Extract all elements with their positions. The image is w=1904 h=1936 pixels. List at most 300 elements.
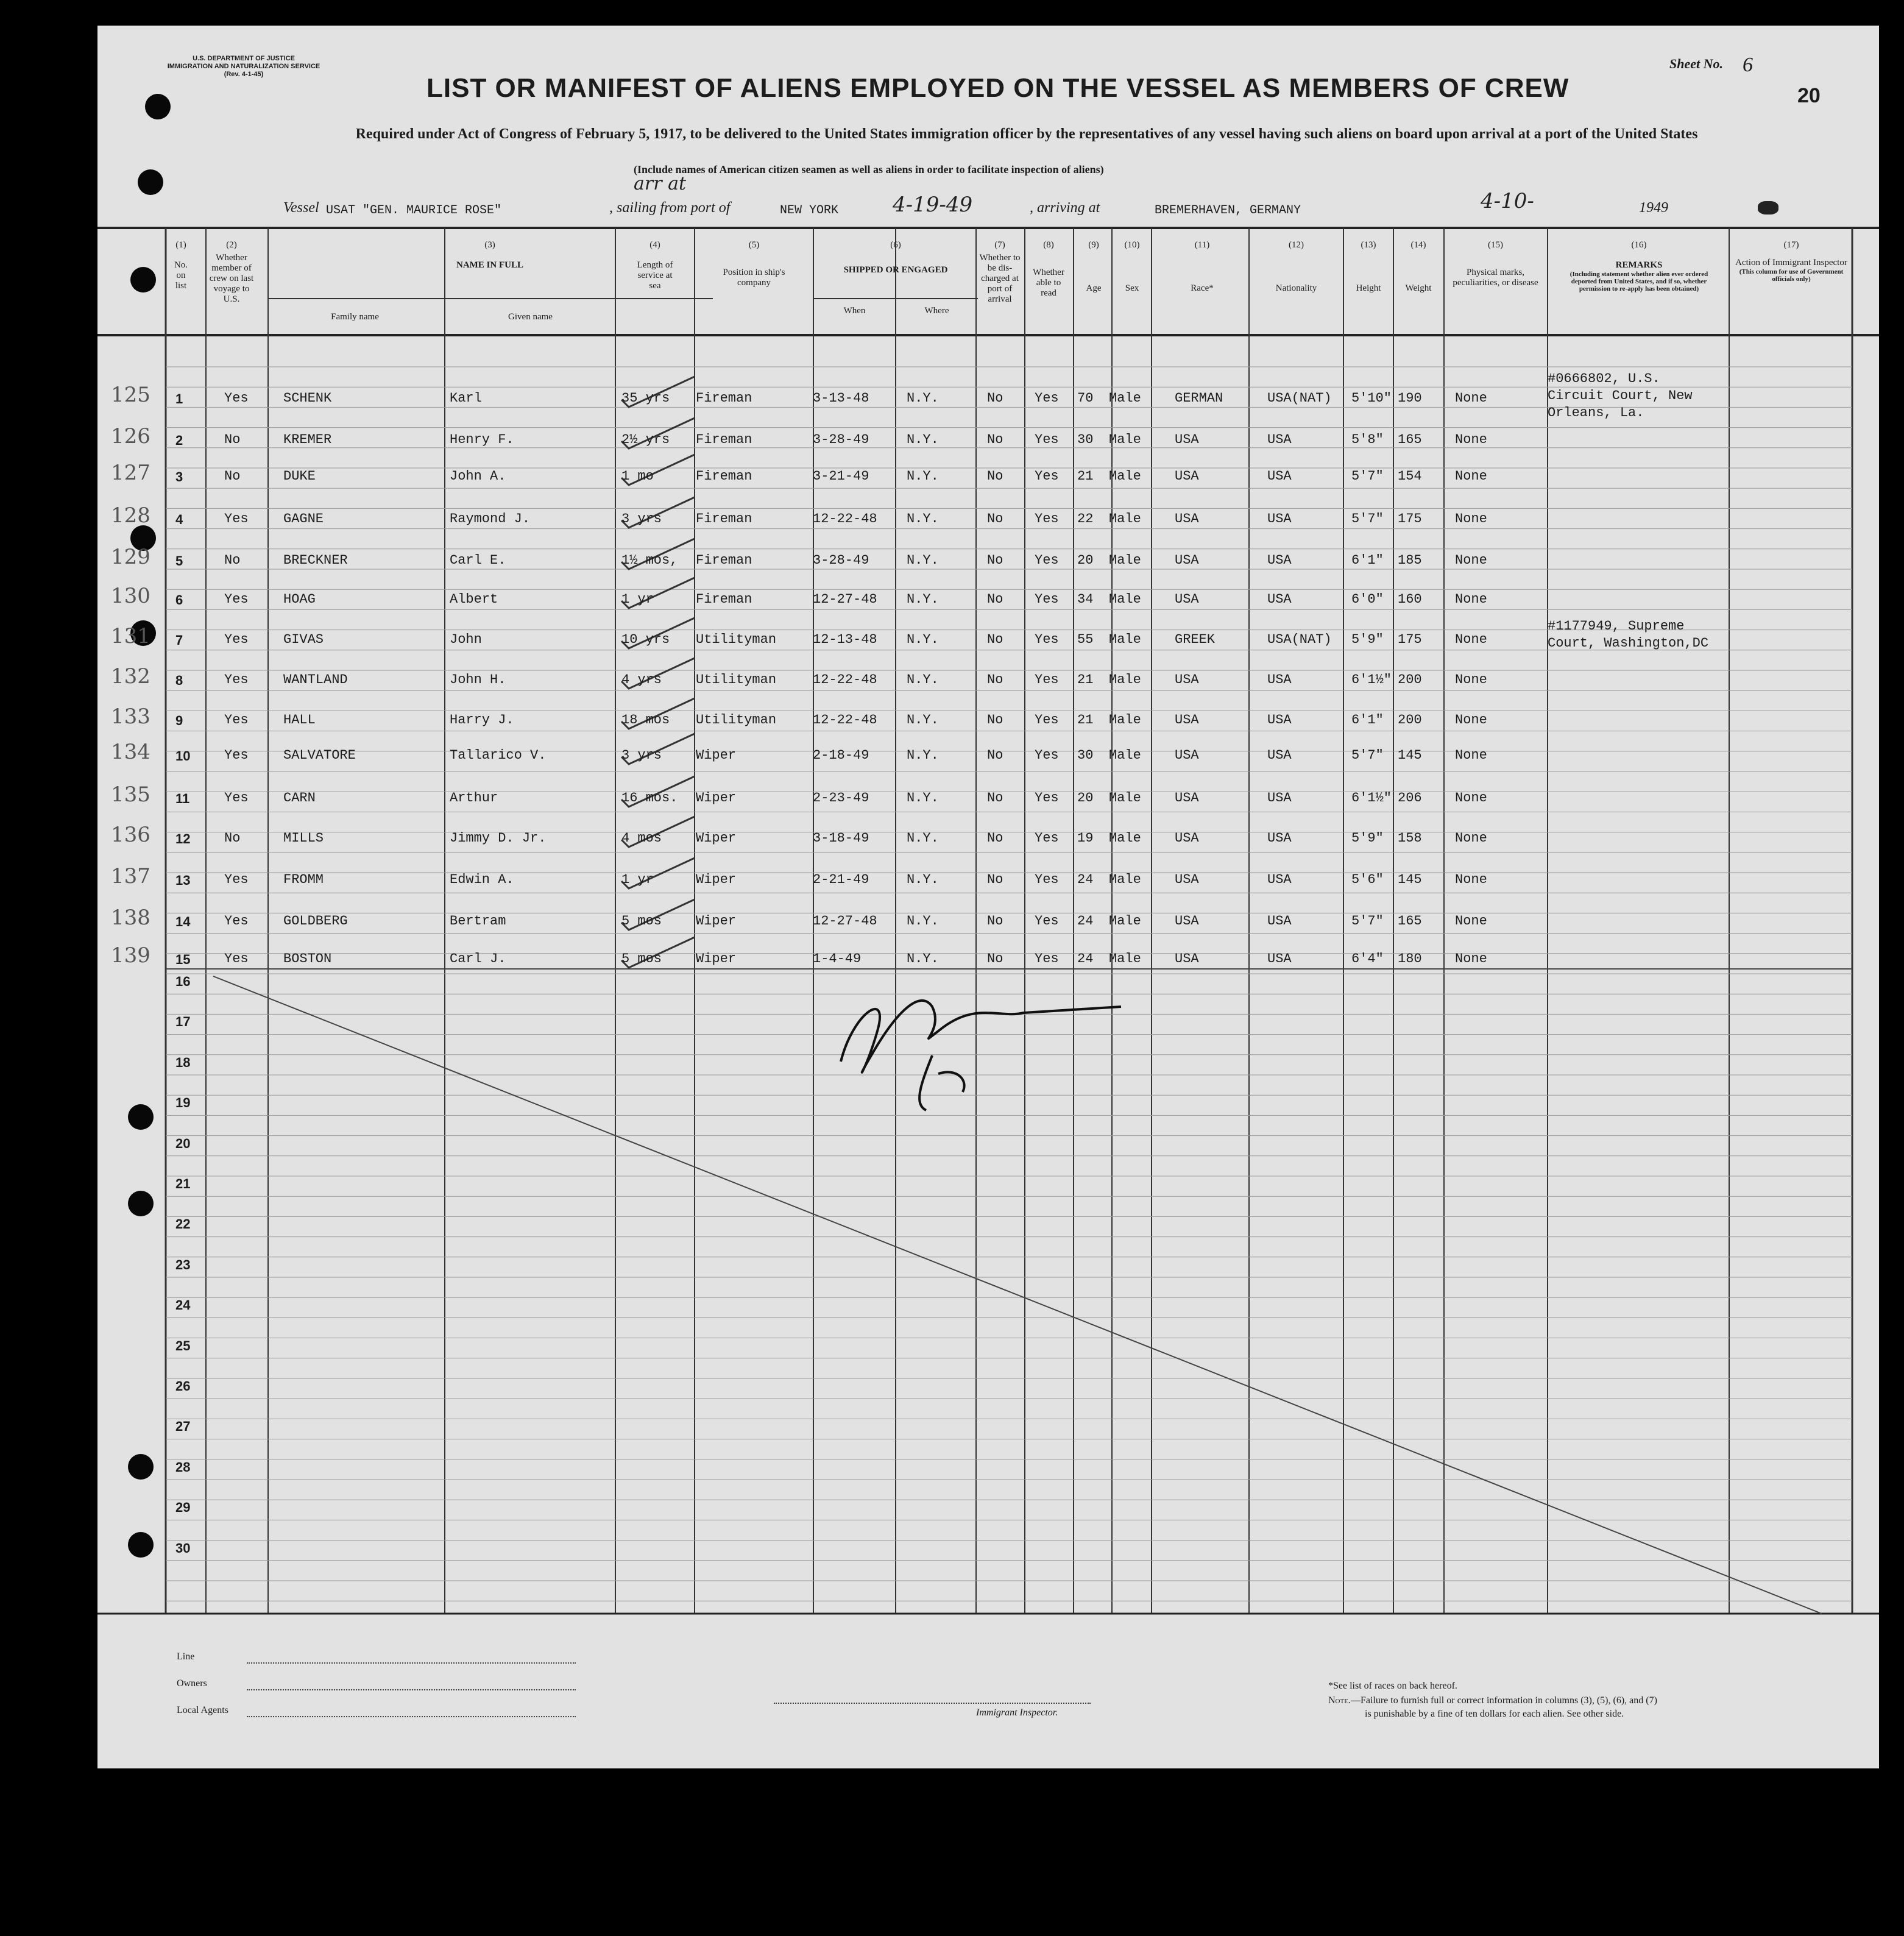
cell-remarks: Circuit Court, New (1548, 388, 1693, 403)
stamp-number: 130 (111, 584, 150, 608)
col9-header (1075, 240, 1112, 294)
cell-no: 12 (175, 831, 191, 846)
cell-height: 5'7" (1351, 511, 1384, 527)
cell-when: 3-28-49 (813, 553, 869, 568)
cell-height: 6'4" (1351, 951, 1384, 966)
cell-last: Yes (224, 511, 249, 527)
cell-sex: Male (1109, 790, 1141, 806)
cell-position: Wiper (696, 872, 737, 887)
cell-disch: No (987, 748, 1003, 763)
cell-disch: No (987, 951, 1003, 966)
col-number: (8) (1043, 240, 1054, 250)
cell-last: Yes (224, 748, 249, 763)
dept-line: U.S. DEPARTMENT OF JUSTICE (193, 55, 295, 62)
cell-last: Yes (224, 391, 249, 406)
cell-race: USA (1175, 872, 1199, 887)
punch-hole (130, 267, 156, 293)
ink-blot (1758, 201, 1778, 215)
sailing-label: , sailing from port of (609, 200, 731, 216)
col-label: NAME IN FULL (456, 260, 523, 270)
cell-no: 5 (175, 553, 183, 569)
cell-where: N.Y. (907, 672, 939, 687)
cell-height: 5'7" (1351, 748, 1384, 763)
cell-weight: 158 (1398, 831, 1422, 846)
cell-read: Yes (1035, 872, 1059, 887)
cell-position: Utilityman (696, 672, 777, 687)
cell-family: GAGNE (283, 511, 324, 527)
col-label: REMARKS (1615, 260, 1663, 270)
cell-when: 12-22-48 (813, 672, 877, 687)
cell-family: CARN (283, 790, 316, 806)
cell-where: N.Y. (907, 391, 939, 406)
vessel-line (97, 173, 1879, 222)
cell-position: Wiper (696, 831, 737, 846)
cell-position: Wiper (696, 790, 737, 806)
col-number: (16) (1631, 240, 1647, 250)
cell-race: USA (1175, 712, 1199, 728)
sailing-port: NEW YORK (780, 204, 839, 218)
cell-sex: Male (1109, 672, 1141, 687)
cell-read: Yes (1035, 511, 1059, 527)
cell-weight: 165 (1398, 432, 1422, 447)
col-sub-label: (Including statement whether alien ever ordered deported from United States, and if so, whether permission to re-apply has been obtained) (1570, 271, 1708, 293)
cell-marks: None (1455, 913, 1487, 929)
cell-service: 1 yr (621, 592, 654, 607)
cell-where: N.Y. (907, 872, 939, 887)
cell-age: 55 (1077, 632, 1094, 647)
cell-no: 9 (175, 713, 183, 728)
footer-rule (247, 1716, 576, 1717)
cell-marks: None (1455, 790, 1487, 806)
col15-header (1445, 240, 1546, 288)
sheet-number-value: 6 (1743, 54, 1753, 76)
col-number: (9) (1088, 240, 1099, 250)
col1-header (171, 240, 191, 291)
cell-age: 21 (1077, 469, 1094, 484)
cell-nat: USA (1267, 831, 1292, 846)
cell-read: Yes (1035, 913, 1059, 929)
cell-when: 1-4-49 (813, 951, 862, 966)
cell-nat: USA (1267, 672, 1292, 687)
signature-stroke (841, 1001, 1121, 1073)
cell-service: 3 yrs (621, 748, 662, 763)
cell-last: No (224, 469, 241, 484)
cell-given: Karl (450, 391, 482, 406)
handwritten-note: arr at (634, 173, 687, 194)
cell-height: 6'1½" (1351, 672, 1392, 687)
col-label: Age (1086, 283, 1102, 293)
cell-marks: None (1455, 553, 1487, 568)
cell-position: Wiper (696, 951, 737, 966)
stamp-number: 139 (111, 943, 150, 968)
cell-race: USA (1175, 432, 1199, 447)
cell-disch: No (987, 391, 1003, 406)
inspector-rule (774, 1703, 1091, 1704)
cell-disch: No (987, 511, 1003, 527)
cell-disch: No (987, 790, 1003, 806)
cell-nat: USA (1267, 790, 1292, 806)
cell-family: DUKE (283, 469, 316, 484)
cell-height: 5'7" (1351, 469, 1384, 484)
cell-given: Jimmy D. Jr. (450, 831, 547, 846)
cell-race: USA (1175, 553, 1199, 568)
empty-row-number: 21 (175, 1176, 191, 1191)
cell-family: WANTLAND (283, 672, 348, 687)
cell-nat: USA(NAT) (1267, 391, 1332, 406)
punch-hole (128, 1191, 154, 1216)
cell-disch: No (987, 432, 1003, 447)
stamp-number: 136 (111, 823, 150, 847)
cell-read: Yes (1035, 790, 1059, 806)
arriving-label: , arriving at (1030, 200, 1100, 216)
cell-remarks: Orleans, La. (1548, 405, 1644, 420)
cell-when: 12-27-48 (813, 913, 877, 929)
cell-position: Fireman (696, 592, 752, 607)
col-number: (14) (1410, 240, 1426, 250)
empty-row-number: 29 (175, 1500, 191, 1516)
cell-given: John (450, 632, 482, 647)
empty-row-number: 19 (175, 1095, 191, 1111)
cell-family: GIVAS (283, 632, 324, 647)
cell-last: Yes (224, 592, 249, 607)
empty-row-number: 23 (175, 1257, 191, 1272)
cell-height: 5'6" (1351, 872, 1384, 887)
cell-when: 2-23-49 (813, 790, 869, 806)
col8-header (1025, 240, 1072, 299)
stamp-number: 134 (111, 740, 150, 764)
col-label: Whether to be dis-charged at port of arrival (979, 253, 1021, 304)
cell-disch: No (987, 712, 1003, 728)
cell-disch: No (987, 469, 1003, 484)
cell-nat: USA (1267, 748, 1292, 763)
cell-sex: Male (1109, 469, 1141, 484)
punch-hole (128, 1104, 154, 1130)
cell-last: Yes (224, 790, 249, 806)
col-number: (12) (1289, 240, 1304, 250)
cell-race: GERMAN (1175, 391, 1223, 406)
cell-age: 19 (1077, 831, 1094, 846)
cell-given: Raymond J. (450, 511, 531, 527)
cell-position: Fireman (696, 553, 752, 568)
cell-weight: 145 (1398, 872, 1422, 887)
cell-weight: 145 (1398, 748, 1422, 763)
cell-no: 14 (175, 914, 191, 929)
cell-given: Carl E. (450, 553, 506, 568)
cell-marks: None (1455, 672, 1487, 687)
cell-age: 20 (1077, 553, 1094, 568)
cell-sex: Male (1109, 391, 1141, 406)
cell-weight: 200 (1398, 712, 1422, 728)
stamp-number: 135 (111, 782, 150, 807)
cell-when: 12-27-48 (813, 592, 877, 607)
handwritten-sailing-date: 4-19-49 (893, 193, 973, 217)
cell-race: USA (1175, 951, 1199, 966)
where-header: Where (924, 306, 949, 316)
cell-family: FROMM (283, 872, 324, 887)
col-number: (15) (1488, 240, 1503, 250)
footer-agents-label: Local Agents (177, 1705, 228, 1715)
cell-no: 11 (175, 791, 190, 806)
cell-weight: 165 (1398, 913, 1422, 929)
footer-rule (247, 1689, 576, 1690)
col-sub-label: (This column for use of Government officials only) (1739, 268, 1844, 283)
cell-no: 10 (175, 748, 191, 764)
col-label: Nationality (1275, 283, 1317, 293)
cell-when: 2-18-49 (813, 748, 869, 763)
col-number: (1) (175, 240, 186, 250)
cell-last: Yes (224, 632, 249, 647)
cell-sex: Male (1109, 712, 1141, 728)
cell-family: SCHENK (283, 391, 332, 406)
col-number: (5) (748, 240, 760, 250)
empty-row-number: 22 (175, 1216, 191, 1232)
empty-row-number: 28 (175, 1459, 191, 1475)
col4-header (615, 240, 695, 291)
cell-read: Yes (1035, 951, 1059, 966)
cell-age: 24 (1077, 913, 1094, 929)
cell-sex: Male (1109, 951, 1141, 966)
signature-stroke (919, 1055, 964, 1110)
note-label: Note. (1328, 1695, 1351, 1706)
cell-race: GREEK (1175, 632, 1216, 647)
cell-where: N.Y. (907, 748, 939, 763)
cell-weight: 154 (1398, 469, 1422, 484)
empty-row-number: 17 (175, 1014, 191, 1030)
cell-last: No (224, 831, 241, 846)
stamp-number: 126 (111, 424, 150, 449)
empty-row-number: 18 (175, 1054, 191, 1070)
cell-given: Henry F. (450, 432, 514, 447)
cell-family: BOSTON (283, 951, 332, 966)
sheet-number-label: Sheet No. (1669, 56, 1723, 71)
stamp-number: 132 (111, 664, 150, 689)
col-label: Weight (1405, 283, 1432, 293)
cell-service: 1 yr (621, 872, 654, 887)
col-label: Whether able to read (1033, 268, 1064, 298)
punch-hole (145, 94, 171, 119)
year: 1949 (1639, 200, 1668, 216)
requirement-text: Required under Act of Congress of February 5, 1917, to be delivered to the United States immigration officer by the representatives of any vessel having such aliens on board upon arrival at a port of the United States (355, 126, 1698, 142)
footer-line-label: Line (177, 1651, 195, 1662)
cell-age: 24 (1077, 872, 1094, 887)
cell-service: 5 mos (621, 913, 662, 929)
cell-read: Yes (1035, 712, 1059, 728)
cell-last: Yes (224, 913, 249, 929)
empty-row-number: 20 (175, 1135, 191, 1151)
col-number: (10) (1124, 240, 1140, 250)
cell-remarks: #1177949, Supreme (1548, 619, 1685, 634)
cell-given: Harry J. (450, 712, 514, 728)
cell-marks: None (1455, 592, 1487, 607)
col14-header (1393, 240, 1443, 294)
cell-sex: Male (1109, 553, 1141, 568)
cell-weight: 175 (1398, 511, 1422, 527)
col7-header (976, 240, 1024, 305)
cell-service: 1 mo (621, 469, 654, 484)
cell-given: Carl J. (450, 951, 506, 966)
col-number: (2) (226, 240, 237, 250)
cell-service: 3 yrs (621, 511, 662, 527)
cell-weight: 200 (1398, 672, 1422, 687)
cell-family: HALL (283, 712, 316, 728)
cell-height: 6'0" (1351, 592, 1384, 607)
page-number: 20 (1797, 84, 1821, 107)
manifest-sheet (97, 26, 1879, 1768)
cell-nat: USA (1267, 432, 1292, 447)
cell-when: 3-13-48 (813, 391, 869, 406)
stamp-number: 128 (111, 503, 150, 528)
cell-height: 6'1" (1351, 712, 1384, 728)
stamp-number: 131 (111, 624, 150, 648)
cell-given: John A. (450, 469, 506, 484)
cell-race: USA (1175, 511, 1199, 527)
cell-where: N.Y. (907, 913, 939, 929)
cell-sex: Male (1109, 913, 1141, 929)
cell-height: 5'10" (1351, 391, 1392, 406)
cell-where: N.Y. (907, 951, 939, 966)
col-number: (7) (994, 240, 1005, 250)
inspector-label: Immigrant Inspector. (976, 1707, 1058, 1718)
cell-sex: Male (1109, 831, 1141, 846)
dept-line: (Rev. 4-1-45) (224, 71, 264, 78)
given-name-header: Given name (508, 312, 553, 322)
fine-note-continued: is punishable by a fine of ten dollars for each alien. See other side. (1365, 1709, 1624, 1719)
cell-age: 24 (1077, 951, 1094, 966)
col-label: Height (1356, 283, 1381, 293)
col-number: (3) (484, 240, 495, 250)
cell-no: 3 (175, 469, 183, 484)
family-name-header: Family name (331, 312, 379, 322)
cell-height: 5'8" (1351, 432, 1384, 447)
vessel-label: Vessel (283, 200, 319, 216)
cell-service: 4 mos (621, 831, 662, 846)
col17-header (1730, 240, 1852, 283)
vessel-name: USAT "GEN. MAURICE ROSE" (326, 204, 502, 218)
cell-family: MILLS (283, 831, 324, 846)
cell-when: 12-13-48 (813, 632, 877, 647)
cell-read: Yes (1035, 831, 1059, 846)
col-label: Whether member of crew on last voyage to U.S. (209, 253, 254, 304)
cell-race: USA (1175, 913, 1199, 929)
col10-header (1114, 240, 1150, 294)
arriving-port: BREMERHAVEN, GERMANY (1155, 204, 1301, 218)
cell-position: Fireman (696, 391, 752, 406)
cell-family: SALVATORE (283, 748, 356, 763)
cell-family: HOAG (283, 592, 316, 607)
cell-weight: 175 (1398, 632, 1422, 647)
empty-row-number: 30 (175, 1540, 191, 1556)
punch-hole (138, 169, 163, 195)
col-label: No. on list (174, 260, 188, 291)
empty-row-number: 27 (175, 1419, 191, 1434)
footer-rule (247, 1662, 576, 1664)
cell-when: 3-21-49 (813, 469, 869, 484)
cell-disch: No (987, 592, 1003, 607)
cell-nat: USA (1267, 872, 1292, 887)
cell-last: No (224, 553, 241, 568)
cell-last: Yes (224, 872, 249, 887)
dept-line: IMMIGRATION AND NATURALIZATION SERVICE (167, 63, 320, 70)
cell-read: Yes (1035, 748, 1059, 763)
stamp-number: 127 (111, 461, 150, 485)
cell-no: 7 (175, 633, 183, 648)
cell-sex: Male (1109, 748, 1141, 763)
cell-age: 21 (1077, 712, 1094, 728)
cell-given: Tallarico V. (450, 748, 547, 763)
cell-weight: 180 (1398, 951, 1422, 966)
cell-family: KREMER (283, 432, 332, 447)
cell-height: 5'9" (1351, 831, 1384, 846)
cell-where: N.Y. (907, 553, 939, 568)
cell-nat: USA (1267, 951, 1292, 966)
col13-header (1343, 240, 1393, 294)
cell-sex: Male (1109, 432, 1141, 447)
cell-where: N.Y. (907, 469, 939, 484)
cell-service: 18 mos (621, 712, 670, 728)
col-label: Sex (1125, 283, 1139, 293)
col-number: (17) (1783, 240, 1799, 250)
cell-when: 3-28-49 (813, 432, 869, 447)
cell-age: 22 (1077, 511, 1094, 527)
cell-where: N.Y. (907, 511, 939, 527)
cell-age: 20 (1077, 790, 1094, 806)
col-label: Action of Immigrant Inspector (1735, 258, 1847, 268)
cell-marks: None (1455, 712, 1487, 728)
cell-read: Yes (1035, 469, 1059, 484)
empty-row-number: 16 (175, 974, 191, 989)
cell-read: Yes (1035, 391, 1059, 406)
cell-position: Fireman (696, 432, 752, 447)
empty-row-number: 26 (175, 1378, 191, 1394)
cell-sex: Male (1109, 511, 1141, 527)
col-label: SHIPPED OR ENGAGED (843, 265, 948, 275)
cell-given: Albert (450, 592, 498, 607)
cell-where: N.Y. (907, 592, 939, 607)
cell-service: 4 yrs (621, 672, 662, 687)
cell-race: USA (1175, 831, 1199, 846)
stamp-number: 125 (111, 383, 150, 407)
col2-header (207, 240, 256, 305)
cell-position: Wiper (696, 748, 737, 763)
cell-no: 13 (175, 873, 191, 888)
cell-disch: No (987, 672, 1003, 687)
col11-header (1153, 240, 1251, 294)
cell-marks: None (1455, 511, 1487, 527)
cell-age: 70 (1077, 391, 1094, 406)
cell-last: Yes (224, 951, 249, 966)
cell-read: Yes (1035, 632, 1059, 647)
cell-sex: Male (1109, 872, 1141, 887)
cell-family: GOLDBERG (283, 913, 348, 929)
col16-header (1549, 240, 1729, 293)
cell-marks: None (1455, 831, 1487, 846)
cell-read: Yes (1035, 432, 1059, 447)
punch-hole (128, 1454, 154, 1480)
cell-no: 6 (175, 592, 183, 608)
cell-height: 6'1½" (1351, 790, 1392, 806)
cell-position: Fireman (696, 469, 752, 484)
cell-marks: None (1455, 872, 1487, 887)
cell-service: 10 yrs (621, 632, 670, 647)
cell-age: 21 (1077, 672, 1094, 687)
cell-service: 35 yrs (621, 391, 670, 406)
fine-note (1328, 1695, 1657, 1706)
stamp-number: 129 (111, 545, 150, 569)
empty-row-number: 24 (175, 1297, 191, 1313)
col-number: (4) (649, 240, 660, 250)
cell-marks: None (1455, 748, 1487, 763)
cell-weight: 190 (1398, 391, 1422, 406)
